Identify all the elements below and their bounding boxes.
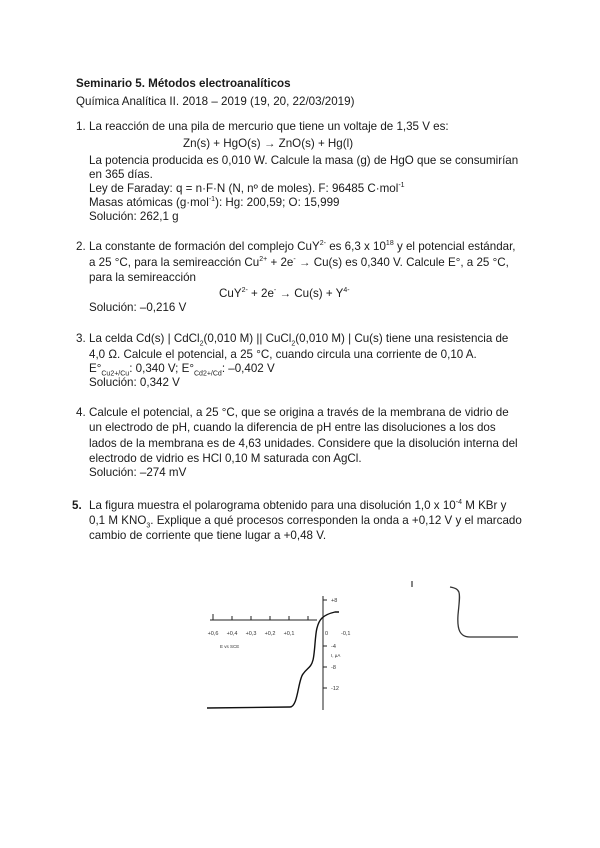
polarogram-figure xyxy=(195,590,365,715)
problem-1-line: La reacción de una pila de mercurio que tiene un voltaje de 1,35 V es: xyxy=(89,120,449,133)
problem-2-line: para la semireacción xyxy=(89,271,196,284)
y-tick-label: -12 xyxy=(331,686,339,692)
x-axis-label: E vs SCE xyxy=(220,644,240,649)
problem-1-reaction: Zn(s) + HgO(s) → ZnO(s) + Hg(l) xyxy=(183,137,354,150)
problem-4-solution: Solución: –274 mV xyxy=(89,466,187,479)
problem-2-solution: Solución: –0,216 V xyxy=(89,301,187,314)
x-tick-label: +0,1 xyxy=(283,631,295,637)
problem-5-line: La figura muestra el polarograma obtenido para una disolución 1,0 x $10^{-4}$ M KBr y xyxy=(89,499,507,512)
problem-4-number: 4. xyxy=(76,406,86,419)
problem-1-masses: Masas atómicas (g·mol$^{-1}$): Hg: 200,59; O: 15,999 xyxy=(89,196,340,209)
problem-3-solution: Solución: 0,342 V xyxy=(89,376,180,389)
problem-1-line: en 365 días. xyxy=(89,168,153,181)
problem-1-faraday: Ley de Faraday: q = n·F·N (N, nº de moles). F: 96485 C·mol$^{-1}$ xyxy=(89,182,405,195)
x-tick-label: +0,6 xyxy=(207,631,219,637)
y-tick-label: +8 xyxy=(331,598,338,604)
problem-5-line: 0,1 M $KNO_3$. Explique a qué procesos corresponden la onda a +0,12 V y el marcado xyxy=(89,514,522,530)
problem-4-line: lados de la membrana es de 4,63 unidades. Considere que la disolución interna del xyxy=(89,437,518,450)
x-tick-label: -0,1 xyxy=(341,631,351,637)
seminar-title: Seminario 5. Métodos electroanalíticos xyxy=(76,77,291,90)
problem-1-solution: Solución: 262,1 g xyxy=(89,210,179,223)
course-subtitle: Química Analítica II. 2018 – 2019 (19, 20, 22/03/2019) xyxy=(76,95,355,108)
x-tick-label: +0,2 xyxy=(264,631,276,637)
problem-5-line: cambio de corriente que tiene lugar a +0,48 V. xyxy=(89,529,327,542)
problem-1-number: 1. xyxy=(76,120,86,133)
y-tick-label: -4 xyxy=(331,644,336,650)
problem-4-line: un electrodo de pH, cuando la diferencia de pH entre las disoluciones a los dos xyxy=(89,421,496,434)
problem-4-line: electrodo de vidrio es HCl 0,10 M saturada con AgCl. xyxy=(89,452,362,465)
problem-2-number: 2. xyxy=(76,240,86,253)
problem-2-reaction: $CuY^{2-} + 2e^- \to Cu(s) + Y^{4-}$ xyxy=(219,287,350,300)
problem-5-number: 5. xyxy=(72,499,82,512)
problem-1-line: La potencia producida es 0,010 W. Calcule la masa (g) de HgO que se consumirían xyxy=(89,154,519,167)
problem-2-line: La constante de formación del complejo CuY$^{2-}$ es 6,3 x $10^{18}$ y el potencial estándar, xyxy=(89,240,516,253)
y-axis-label: I, µA xyxy=(331,653,341,658)
problem-4-line: Calcule el potencial, a 25 °C, que se origina a través de la membrana de vidrio de xyxy=(89,406,509,419)
problem-2-line: a 25 °C, para la semireacción $Cu^{2+} + 2e^- \to Cu(s)$ es 0,340 V. Calcule E°, a 25 °C, xyxy=(89,256,509,269)
pencil-mark-drawing xyxy=(400,575,520,645)
x-tick-label: +0,4 xyxy=(226,631,238,637)
x-tick-label: 0 xyxy=(325,631,329,637)
problem-3-potentials: $E^\circ_{Cu2+/Cu}$: 0,340 V; $E^\circ_{Cd2+/Cd}$: –0,402 V xyxy=(89,362,275,378)
x-tick-label: +0,3 xyxy=(245,631,257,637)
y-tick-label: -8 xyxy=(331,665,336,671)
problem-3-line: La celda Cd(s) | CdCl$_2$(0,010 M) || CuCl$_2$(0,010 M) | Cu(s) tiene una resistencia de xyxy=(89,332,509,348)
polarogram-curve xyxy=(207,612,339,708)
problem-3-number: 3. xyxy=(76,332,86,345)
problem-3-line: 4,0 Ω. Calcule el potencial, a 25 °C, cuando circula una corriente de 0,10 A. xyxy=(89,348,477,361)
